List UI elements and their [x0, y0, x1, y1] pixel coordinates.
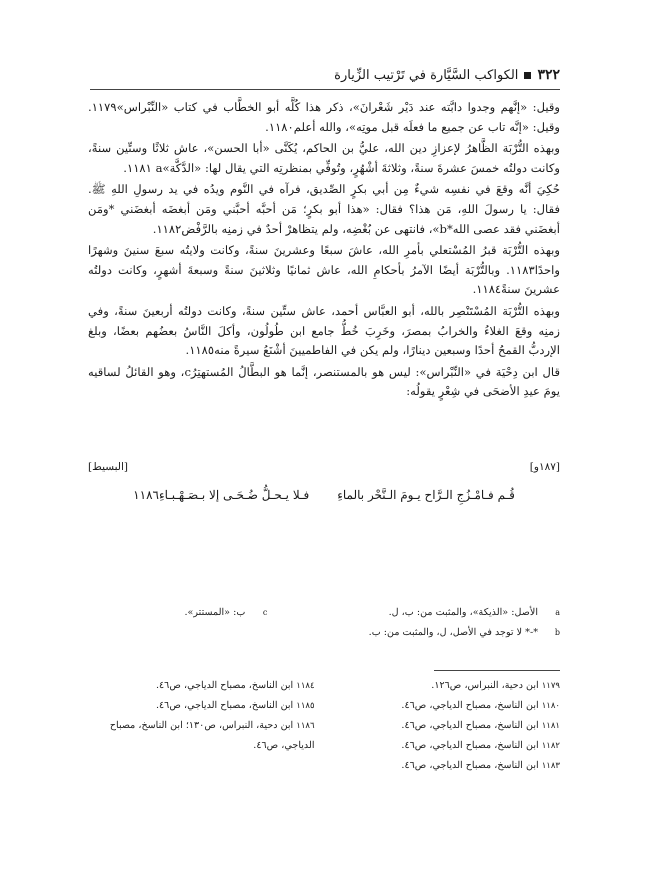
paragraph: قال ابن دِحْيَة في «النِّبْراس»: ليس هو بالمستنصر، إنَّما هو البطَّالُ المُستهتِرُc، وهو القائلُ لساقيه يومَ عيدِ الأضحَى في شِعْرٍ يقولُه:	[88, 364, 560, 399]
poetry-verse	[88, 488, 560, 502]
critical-apparatus	[88, 603, 560, 643]
footnote: ١١٨٥ ابن الناسخ، مصباح الدياجي، ص٤٦.	[155, 700, 315, 711]
critical-note-label: b	[554, 628, 560, 637]
critical-note	[277, 603, 560, 623]
main-text	[88, 98, 560, 402]
footnotes-divider	[434, 670, 560, 671]
critical-note-label: a	[555, 608, 560, 617]
critical-note	[277, 623, 560, 643]
footnote: ١١٨٤ ابن الناسخ، مصباح الدياجي، ص٤٦.	[155, 680, 315, 691]
paragraph: وقيل: «إنَّهم وجدوا دابَّته عند دَيْر شَعْرانَ»، ذكر هذا كُلَّه أبو الخطَّاب في كتاب «النِّبْراس»١١٧٩. وقيل: «إنَّه تاب عن جميع ما فعلَه قبل موتِه»، والله أعلم١١٨٠.	[88, 100, 560, 134]
footnotes-right-column	[333, 676, 560, 776]
critical-note-row	[88, 623, 560, 643]
page-number: ٣٢٢	[537, 67, 560, 83]
footnote: ١١٨١ ابن الناسخ، مصباح الدياجي، ص٤٦.	[401, 720, 560, 731]
critical-note-label: c	[262, 608, 268, 617]
critical-note-row	[88, 603, 560, 623]
footnote: ١١٨٦ ابن دحية، النبراس، ص١٣٠؛ ابن الناسخ، مصباح الدياجي، ص٤٦.	[109, 720, 315, 751]
paragraph: وبهذه التُّرْبَة المُسْتَنْصِر بالله، أبو العبَّاس أحمد، عاش ستِّين سنةً، وكانت دولتُه أربعينَ سنةً، وفي زمنِه وقعَ الغلاءُ والخرابُ بمصرَ، وخَرِبَ خُطُّ جامع ابن طُولُون، وأكلَ النَّاسُ بعضُهم بعضًا، وبلغ الإردبُّ القمحُ أحدًا وسبعين دينارًا، ولم يكن في الفاطميينَ أشْنَعُ سيرةً منه١١٨٥.	[88, 303, 560, 358]
header-divider	[90, 89, 560, 90]
footnotes	[88, 676, 560, 776]
paragraph: وبهذه التُّرْبَة الظَّاهرُ لإعزازِ دين الله، عليُّ بن الحاكم، يُكَنَّى «أبا الحسن»، عاش ثلاثًا وستِّين سنةً، وكانت دولتُه خمسَ عشرةَ سنةً، وثلاثةَ أشْهُرٍ، وتُوفِّي بمنظرتِه التي يقال لها: «الدَّكَّة»a ١١٨١.	[88, 141, 560, 175]
footnote: ١١٨٠ ابن الناسخ، مصباح الدياجي، ص٤٦.	[401, 700, 560, 711]
paragraph: وبهذه التُّرْبَة قبرُ المُسْتعلي بأمرِ الله، عاشَ سبعًا وعشرينَ سنةً، وكانت ولايتُه سبعَ سنينَ وشهرًا واحدًا١١٨٣. وبالتُّرْبَة أيضًا الآمرُ بأحكامِ الله، عاش ثمانيًا وثلاثينَ سنةً وسبعةَ أشهرٍ، وكانت دولتُه عشرينَ سنةً١١٨٤.	[88, 243, 560, 297]
critical-note-text: ب: «المستتر».	[184, 607, 246, 618]
square-bullet-icon	[524, 72, 531, 79]
footnotes-left-column	[88, 676, 315, 776]
running-header	[90, 67, 560, 83]
footnote: ١١٨٣ ابن الناسخ، مصباح الدياجي، ص٤٦.	[401, 760, 560, 771]
poetic-meter: [البسيط]	[88, 461, 128, 473]
critical-note-text: *-* لا توجد في الأصل، ل، والمثبت من: ب.	[368, 627, 538, 638]
critical-note-text: الأصل: «الذيكة»، والمثبت من: ب، ل.	[388, 607, 538, 618]
verse-meta-row	[88, 461, 560, 473]
paragraph: حُكِيَ أنَّه وقعَ في نفسِه شيءٌ مِن أبي بكرٍ الصِّديق، فرآه في النَّوم ويدُه في يد رسولِ اللهِ ﷺ. فقال: يا رسولَ اللهِ، مَن هذا؟ فقال: «هذا أبو بكرٍ؛ مَن أحبَّه أحبَّني ومَن أبغضَه أبغضَني *ومَن أبغضَني فقد عصى الله*b»، فانتهى عن بُغْضِه، ولم يتظاهرْ أحدٌ في زمنِه بالرَّفْض١١٨٢.	[88, 182, 560, 236]
critical-note	[88, 603, 267, 623]
folio-marker: [١٨٧و]	[529, 461, 560, 473]
footnote: ١١٨٢ ابن الناسخ، مصباح الدياجي، ص٤٦.	[401, 740, 560, 751]
running-title: الكواكب السَّيَّارة في تَرْتيب الزِّيارة	[334, 67, 519, 83]
verse-second-hemistich: فـلا يـحـلُّ ضُـحَـى إلا بـصَـهْـبـاءِ١١٨٦	[133, 488, 310, 502]
verse-first-hemistich: قُـم فـامْـزُجِ الـرَّاح يـومَ الـنَّحْر بالماءِ	[337, 488, 515, 502]
footnote: ١١٧٩ ابن دحية، النبراس، ص١٢٦.	[431, 680, 560, 691]
